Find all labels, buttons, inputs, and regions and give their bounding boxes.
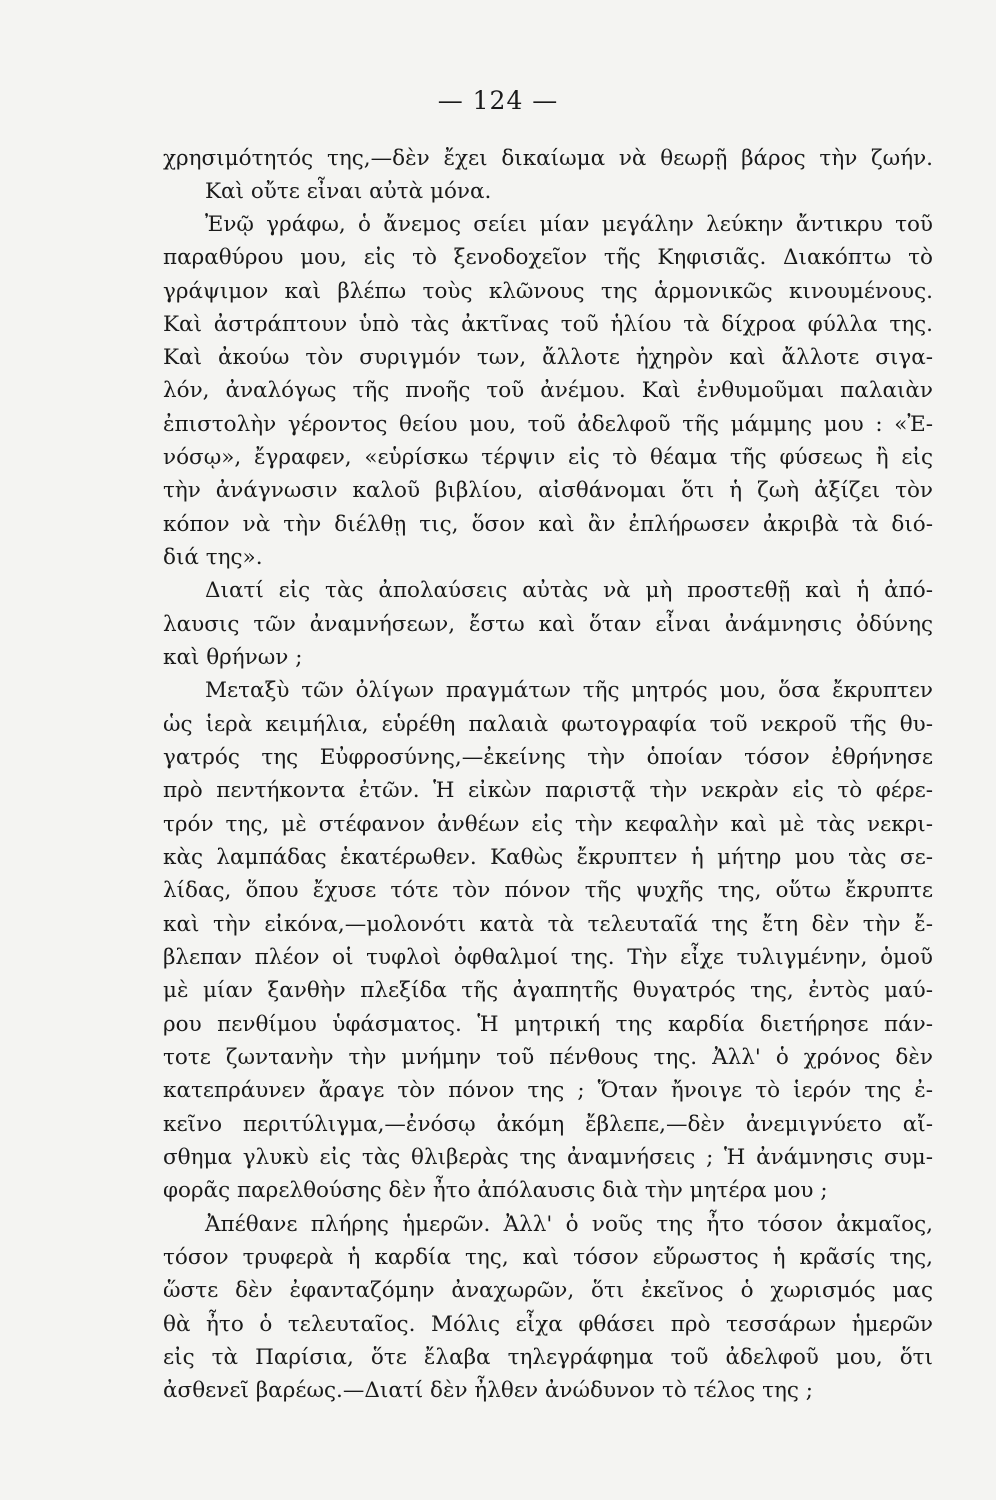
text-line: κόπον νὰ τὴν διέλθῃ τις, ὅσον καὶ ἂν ἐπλήρωσεν ἀκριβὰ τὰ διό- [163,512,933,537]
text-line: βλεπαν πλέον οἱ τυφλοὶ ὀφθαλμοί της. Τὴν εἶχε τυλιγμένην, ὁμοῦ [163,945,933,970]
text-line: γράψιμον καὶ βλέπω τοὺς κλῶνους της ἁρμονικῶς κινουμένους. [163,279,933,304]
text-line: χρησιμότητός της,—δὲν ἔχει δικαίωμα νὰ θεωρῇ βάρος τὴν ζωήν. [163,146,933,171]
text-line: ἀσθενεῖ βαρέως.—Διατί δὲν ἦλθεν ἀνώδυνον τὸ τέλος της ; [163,1378,813,1403]
text-line: Καὶ ἀστράπτουν ὑπὸ τὰς ἀκτῖνας τοῦ ἡλίου τὰ δίχροα φύλλα της. [163,312,933,337]
text-line: Ἀπέθανε πλήρης ἡμερῶν. Ἀλλ' ὁ νοῦς της ἦτο τόσον ἀκμαῖος, [205,1212,933,1237]
text-line: πρὸ πεντήκοντα ἐτῶν. Ἡ εἰκὼν παριστᾷ τὴν νεκρὰν εἰς τὸ φέρε- [163,778,933,803]
text-line: ὡς ἱερὰ κειμήλια, εὑρέθη παλαιὰ φωτογραφία τοῦ νεκροῦ τῆς θυ- [163,712,933,737]
text-line: λαυσις τῶν ἀναμνήσεων, ἔστω καὶ ὅταν εἶναι ἀνάμνησις ὀδύνης [163,612,933,637]
text-line: γατρός της Εὐφροσύνης,—ἐκείνης τὴν ὁποίαν τόσον ἐθρήνησε [163,745,933,770]
text-line: λίδας, ὅπου ἔχυσε τότε τὸν πόνον τῆς ψυχῆς της, οὕτω ἔκρυπτε [163,878,933,903]
text-line: Μεταξὺ τῶν ὀλίγων πραγμάτων τῆς μητρός μου, ὅσα ἔκρυπτεν [205,678,933,703]
text-line: λόν, ἀναλόγως τῆς πνοῆς τοῦ ἀνέμου. Καὶ ἐνθυμοῦμαι παλαιὰν [163,378,933,403]
text-line: ρου πενθίμου ὑφάσματος. Ἡ μητρική της καρδία διετήρησε πάν- [163,1012,933,1037]
text-line: εἰς τὰ Παρίσια, ὅτε ἔλαβα τηλεγράφημα τοῦ ἀδελφοῦ μου, ὅτι [163,1345,933,1370]
text-line: κεῖνο περιτύλιγμα,—ἐνόσῳ ἀκόμη ἔβλεπε,—δὲν ἀνεμιγνύετο αἴ- [163,1112,933,1137]
text-line: σθημα γλυκὺ εἰς τὰς θλιβερὰς της ἀναμνήσεις ; Ἡ ἀνάμνησις συμ- [163,1145,933,1170]
text-line: Ἐνῷ γράφω, ὁ ἄνεμος σείει μίαν μεγάλην λεύκην ἄντικρυ τοῦ [205,212,933,237]
text-line: φορᾶς παρελθούσης δὲν ἦτο ἀπόλαυσις διὰ τὴν μητέρα μου ; [163,1178,828,1203]
text-line: καὶ θρήνων ; [163,645,303,670]
text-line: Καὶ οὔτε εἶναι αὐτὰ μόνα. [205,179,492,204]
text-line: μὲ μίαν ξανθὴν πλεξίδα τῆς ἀγαπητῆς θυγατρός της, ἐντὸς μαύ- [163,978,933,1003]
text-line: νόσῳ», ἔγραφεν, «εὑρίσκω τέρψιν εἰς τὸ θέαμα τῆς φύσεως ἢ εἰς [163,445,933,470]
text-line: Διατί εἰς τὰς ἀπολαύσεις αὐτὰς νὰ μὴ προστεθῇ καὶ ἡ ἀπό- [205,578,933,603]
text-line: καὶ τὴν εἰκόνα,—μολονότι κατὰ τὰ τελευταῖά της ἔτη δὲν τὴν ἔ- [163,912,933,937]
page-number: — 124 — [437,86,559,115]
text-line: τρόν της, μὲ στέφανον ἀνθέων εἰς τὴν κεφαλὴν καὶ μὲ τὰς νεκρι- [163,812,933,837]
text-line: Καὶ ἀκούω τὸν συριγμόν των, ἄλλοτε ἠχηρὸν καὶ ἄλλοτε σιγα- [163,345,933,370]
text-line: ὥστε δὲν ἐφανταζόμην ἀναχωρῶν, ὅτι ἐκεῖνος ὁ χωρισμός μας [163,1278,933,1303]
text-line: τοτε ζωντανὴν τὴν μνήμην τοῦ πένθους της. Ἀλλ' ὁ χρόνος δὲν [163,1045,933,1070]
text-line: παραθύρου μου, εἰς τὸ ξενοδοχεῖον τῆς Κηφισιᾶς. Διακόπτω τὸ [163,245,933,270]
text-line: κατεπράυνεν ἄραγε τὸν πόνον της ; Ὅταν ἤνοιγε τὸ ἱερόν της ἐ- [163,1078,933,1103]
text-line: ἐπιστολὴν γέροντος θείου μου, τοῦ ἀδελφοῦ τῆς μάμμης μου : «Ἐ- [163,412,933,437]
text-line: τὴν ἀνάγνωσιν καλοῦ βιβλίου, αἰσθάνομαι ὅτι ἡ ζωὴ ἀξίζει τὸν [163,478,933,503]
text-line: θὰ ἦτο ὁ τελευταῖος. Μόλις εἶχα φθάσει πρὸ τεσσάρων ἡμερῶν [163,1312,933,1337]
text-line: κὰς λαμπάδας ἑκατέρωθεν. Καθὼς ἔκρυπτεν ἡ μήτηρ μου τὰς σε- [163,845,933,870]
text-line: διά της». [163,545,263,570]
text-line: τόσον τρυφερὰ ἡ καρδία της, καὶ τόσον εὔρωστος ἡ κρᾶσίς της, [163,1245,933,1270]
